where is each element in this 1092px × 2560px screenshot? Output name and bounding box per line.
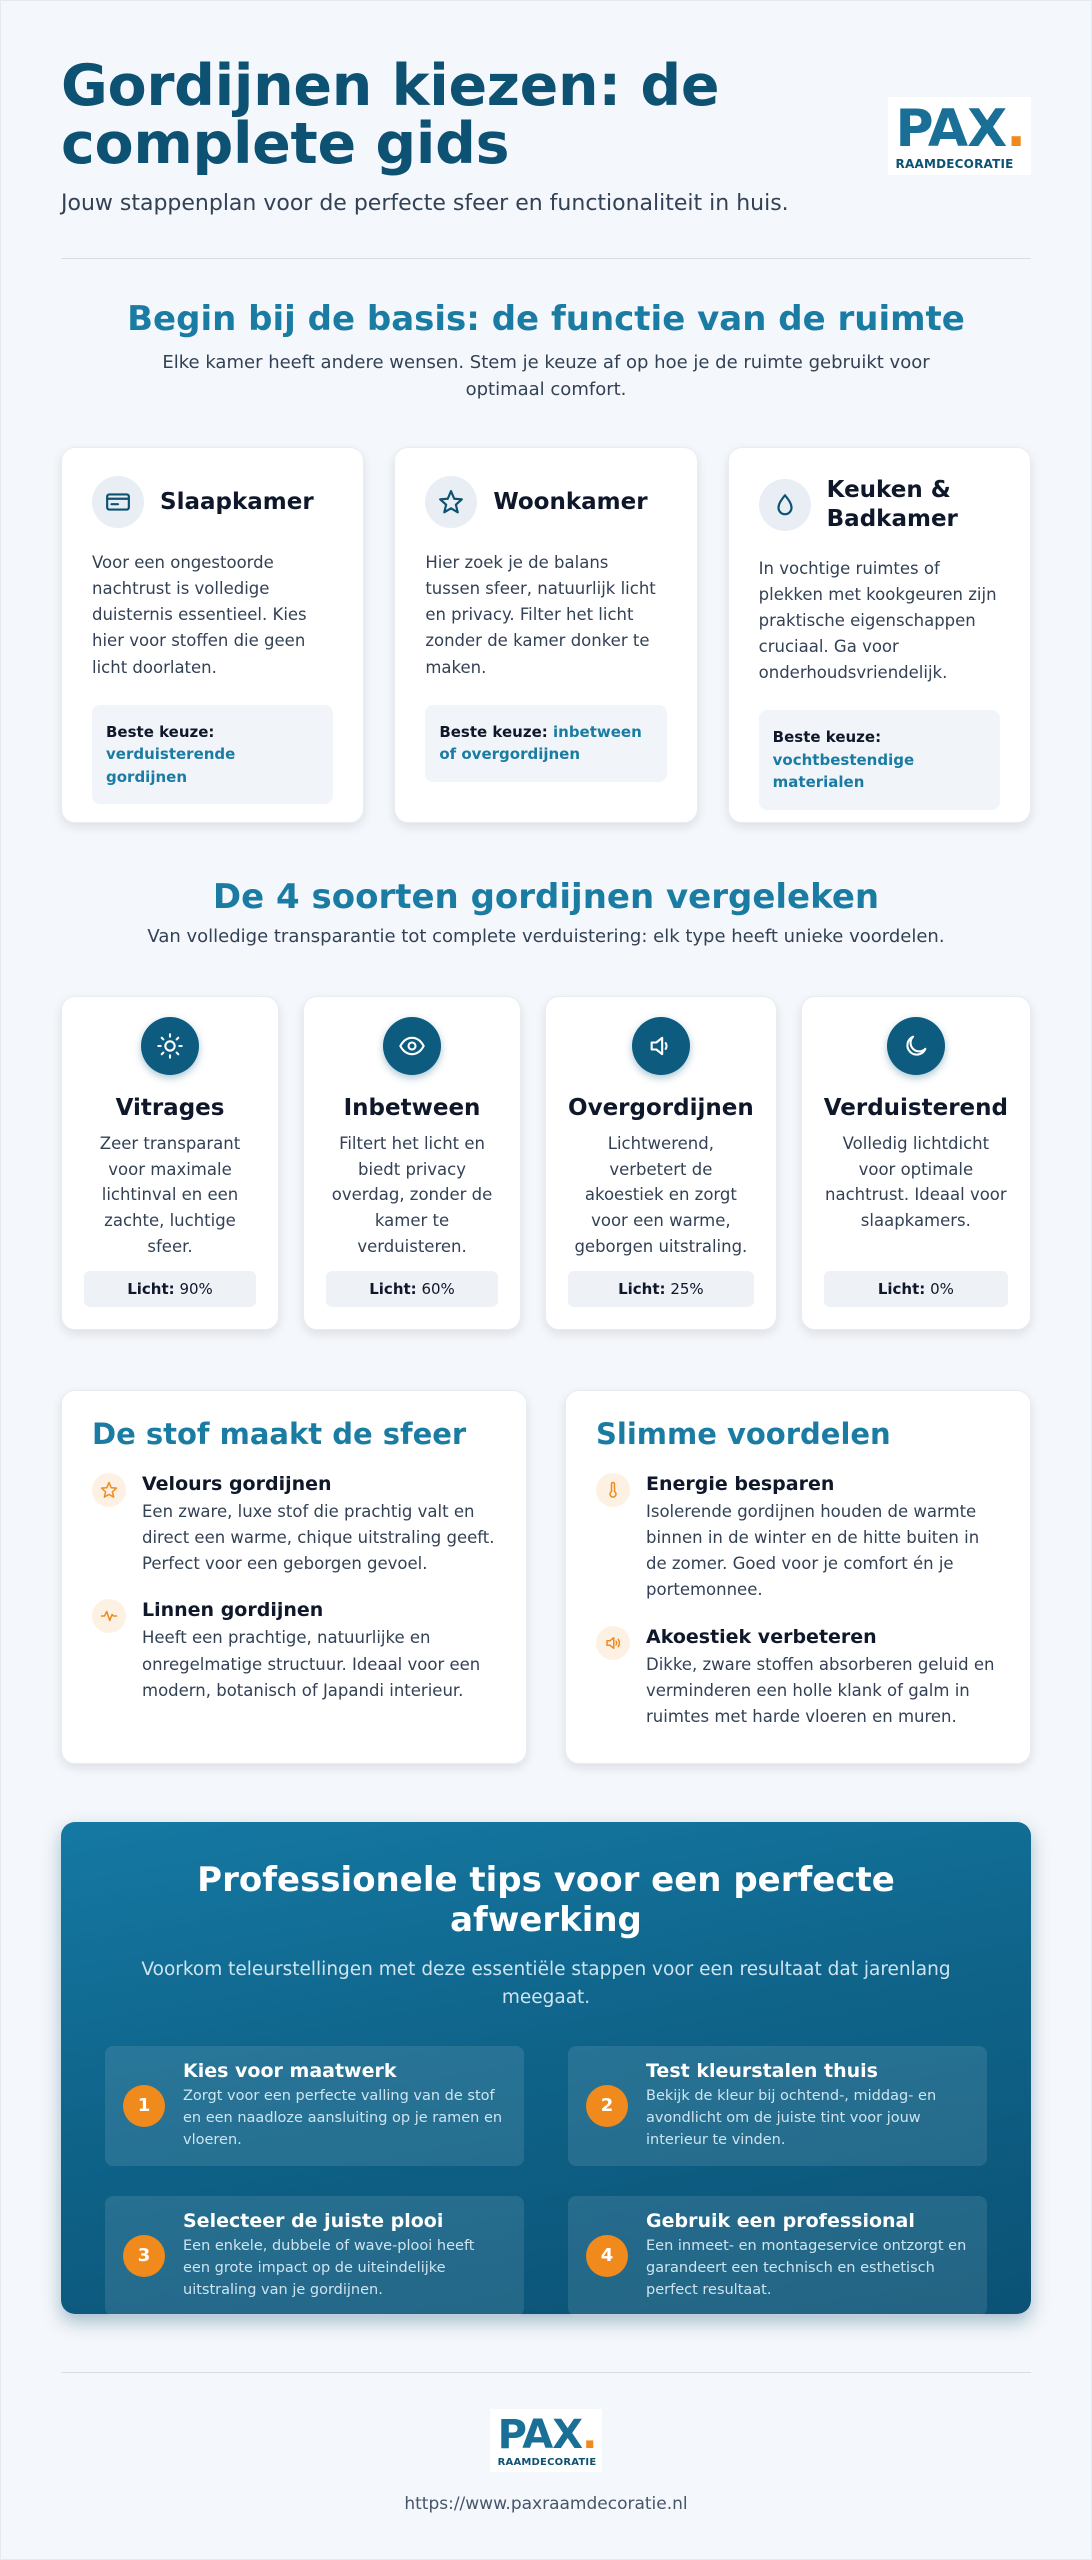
tip-text: Een enkele, dubbele of wave-plooi heeft een grote impact op de uiteindelijke uitstraling van je gordijnen. [183,2238,475,2298]
type-text: Zeer transparant voor maximale lichtinval en een zachte, luchtige sfeer. [99,1134,241,1256]
feature-text: Heeft een prachtige, natuurlijke en onregelmatige structuur. Ideaal voor een modern, botanisch of Japandi interieur. [142,1628,481,1700]
header-divider [61,258,1031,259]
room-cards [61,447,1031,823]
room-name: Slaapkamer [160,488,314,515]
tip-item [105,2046,524,2166]
type-card-verduisterend [801,996,1031,1330]
feature-item [92,1599,496,1703]
light-value: 60% [421,1280,455,1299]
speaker-icon [632,1017,690,1075]
tip-text: Bekijk de kleur bij ochtend-, middag- en avondlicht om de juiste tint voor jouw interieur te vinden. [646,2088,937,2148]
pro-title: Professionele tips voor een perfecte afwerking [197,1860,895,1941]
best-choice-value: vochtbestendige materialen [772,750,915,792]
type-name: Vitrages [115,1095,225,1122]
room-text: In vochtige ruimtes of plekken met kookgeuren zijn praktische eigenschappen cruciaal. Ga voor onderhoudsvriendelijk. [758,558,997,682]
type-text: Volledig lichtdicht voor optimale nachtrust. Ideaal voor slaapkamers. [825,1134,1007,1230]
light-value: 0% [930,1280,954,1299]
type-text: Filtert het licht en biedt privacy overdag, zonder de kamer te verduisteren. [331,1134,493,1256]
pro-subtitle: Voorkom teleurstellingen met deze essentiële stappen voor een resultaat dat jarenlang meegaat. [141,1959,951,2008]
best-choice [425,705,666,782]
logo-word-text: PAX [895,99,1007,159]
pax-logo[interactable] [888,97,1031,175]
room-head [759,476,1000,534]
types-subtitle: Van volledige transparantie tot complete verduistering: elk type heeft unieke voordelen. [147,926,945,948]
feature-body [142,1599,496,1703]
feature-body [646,1626,1000,1730]
type-name: Verduisterend [823,1095,1008,1122]
feature-text: Een zware, luxe stof die prachtig valt en direct een warme, chique uitstraling geeft. Perfect voor een geborgen gevoel. [142,1502,495,1574]
logo-word [497,2412,597,2459]
light-level [326,1271,498,1307]
room-name: Woonkamer [493,488,648,515]
panel-title: Slimme voordelen [596,1417,891,1452]
panel-stof [61,1390,527,1764]
sun-icon [141,1017,199,1075]
light-label: Licht: [369,1280,417,1299]
tip-body [183,2060,506,2151]
tip-body [183,2210,506,2301]
light-value: 25% [670,1280,704,1299]
best-choice-value: verduisterende gordijnen [106,745,236,786]
room-name: Keuken & Badkamer [826,477,958,532]
feature-title: Velours gordijnen [142,1473,332,1496]
room-card-keuken-badkamer [728,447,1031,823]
basis-subtitle: Elke kamer heeft andere wensen. Stem je keuze af op hoe je de ruimte gebruikt voor optimaal comfort. [162,352,930,401]
logo-word [895,99,1025,159]
room-head [425,476,666,528]
droplet-icon [759,479,811,531]
logo-subtitle: RAAMDECORATIE [895,157,1014,171]
light-label: Licht: [127,1280,175,1299]
types-title: De 4 soorten gordijnen vergeleken [212,877,880,918]
type-card-inbetween [303,996,521,1330]
light-level [568,1271,754,1307]
tip-text: Zorgt voor een perfecte valling van de stof en een naadloze aansluiting op je ramen en vloeren. [183,2088,503,2148]
light-value: 90% [179,1280,213,1299]
best-choice-label: Beste keuze: [106,722,215,741]
light-level [84,1271,256,1307]
tip-body [646,2060,969,2151]
type-cards [61,996,1031,1330]
tip-number: 4 [586,2235,628,2277]
panel-voordelen [565,1390,1031,1764]
room-head [92,476,333,528]
pro-tips-section [61,1822,1031,2314]
feature-title: Akoestiek verbeteren [646,1625,877,1648]
info-panels [61,1390,1031,1764]
header-text [61,53,821,217]
page-subtitle: Jouw stappenplan voor de perfecte sfeer en functionaliteit in huis. [61,191,789,217]
star-icon [92,1473,126,1507]
room-card-slaapkamer [61,447,364,823]
moon-icon [887,1017,945,1075]
tip-item [568,2196,987,2316]
tips-grid [105,2046,987,2316]
light-label: Licht: [877,1280,926,1299]
logo-dot: . [1006,99,1025,159]
type-card-overgordijnen [545,996,777,1330]
feature-text: Dikke, zware stoffen absorberen geluid en verminderen een holle klank of galm in ruimtes met harde vloeren en muren. [646,1654,995,1726]
panel-title: De stof maakt de sfeer [92,1417,467,1452]
best-choice-label: Beste keuze: [439,722,548,741]
tip-title: Selecteer de juiste plooi [183,2210,444,2233]
footer-logo[interactable] [490,2409,603,2472]
tip-number: 1 [123,2085,165,2127]
light-label: Licht: [618,1280,666,1299]
star-icon [425,476,477,528]
best-choice [92,705,333,805]
room-text: Voor een ongestoorde nachtrust is volledige duisternis essentieel. Kies hier voor stoffen die geen licht doorlaten. [92,553,307,677]
feature-item [596,1473,1000,1603]
tip-title: Test kleurstalen thuis [646,2060,878,2083]
feature-title: Energie besparen [646,1473,835,1496]
footer [61,2409,1031,2514]
envelope-icon [92,476,144,528]
logo-subtitle: RAAMDECORATIE [497,2457,597,2469]
room-card-woonkamer [394,447,697,823]
type-name: Inbetween [343,1095,481,1122]
type-name: Overgordijnen [568,1095,754,1122]
type-text: Lichtwerend, verbetert de akoestiek en zorgt voor een warme, geborgen uitstraling. [574,1134,748,1256]
best-choice-value: inbetween of overgordijnen [439,722,642,764]
tip-item [105,2196,524,2316]
tip-title: Gebruik een professional [646,2210,915,2233]
feature-item [92,1473,496,1577]
light-level [824,1271,1008,1307]
best-choice-label: Beste keuze: [772,728,882,747]
feature-item [596,1626,1000,1730]
tip-text: Een inmeet- en montageservice ontzorgt en garandeert een technisch en esthetisch perfect resultaat. [646,2238,967,2298]
feature-body [646,1473,1000,1603]
tip-title: Kies voor maatwerk [183,2060,397,2083]
tip-number: 2 [586,2085,628,2127]
logo-dot: . [582,2412,597,2459]
best-choice [759,710,1000,810]
speaker-icon [596,1626,630,1660]
basis-title: Begin bij de basis: de functie van de ruimte [127,299,965,340]
tip-number: 3 [123,2235,165,2277]
thermometer-icon [596,1473,630,1507]
feature-title: Linnen gordijnen [142,1599,324,1622]
feature-body [142,1473,496,1577]
footer-url-link[interactable]: https://www.paxraamdecoratie.nl [404,2494,688,2515]
pulse-icon [92,1599,126,1633]
tip-item [568,2046,987,2166]
footer-divider [61,2372,1031,2373]
room-text: Hier zoek je de balans tussen sfeer, natuurlijk licht en privacy. Filter het licht zonder de kamer donker te maken. [425,553,656,677]
eye-icon [383,1017,441,1075]
tip-body [646,2210,969,2301]
page-title: Gordijnen kiezen: de complete gids [61,53,720,178]
feature-text: Isolerende gordijnen houden de warmte binnen in de winter en de hitte buiten in de zomer. Goed voor je comfort én je portemonnee. [646,1502,980,1600]
header [61,1,1031,216]
type-card-vitrages [61,996,279,1330]
logo-word-text: PAX [497,2412,583,2459]
